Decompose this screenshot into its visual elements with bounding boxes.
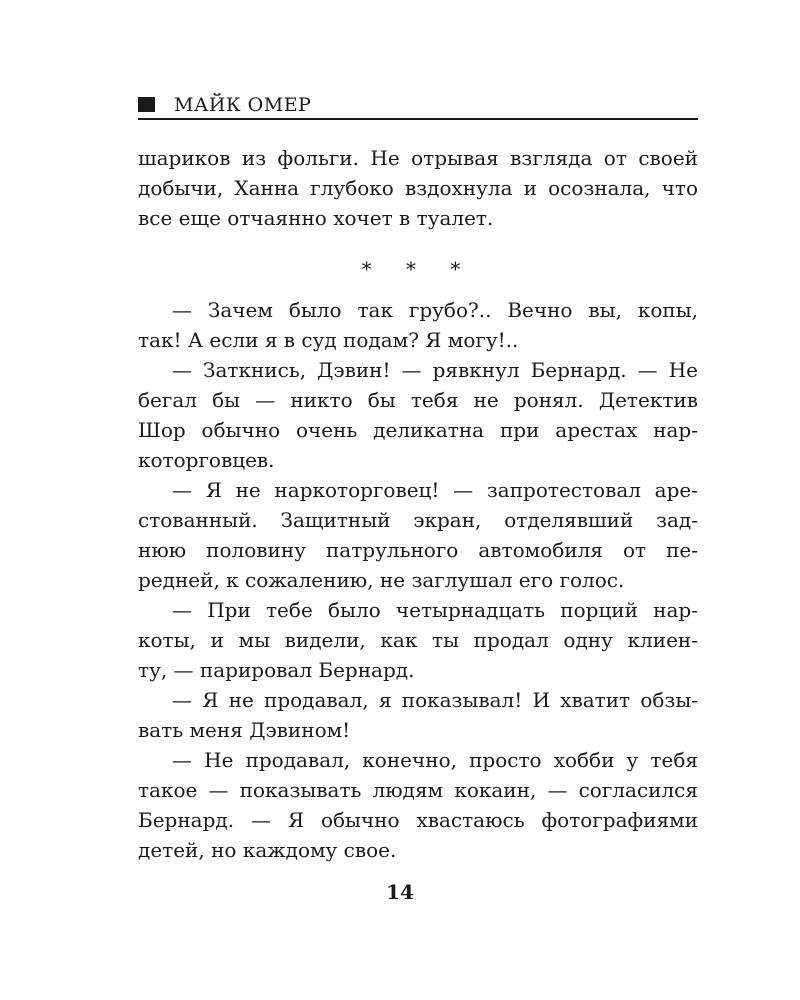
text-line: детей, но каждому свое.	[138, 838, 397, 862]
text-line: стованный. Защитный экран, отделявший зад-	[138, 508, 698, 532]
text-line: — Зачем было так грубо?.. Вечно вы, копы,	[172, 298, 698, 322]
text-line: коты, и мы видели, как ты продал одну клиен-	[138, 628, 698, 652]
text-line: Бернард. — Я обычно хвастаюсь фотографиями	[138, 808, 698, 832]
text-line: которговцев.	[138, 448, 275, 472]
header-square-mark	[138, 97, 155, 112]
text-line: шариков из фольги. Не отрывая взгляда от своей	[138, 146, 698, 170]
text-line: ту, — парировал Бернард.	[138, 658, 415, 682]
text-line: редней, к сожалению, не заглушал его голос.	[138, 568, 625, 592]
text-line: добычи, Ханна глубоко вздохнула и осознала, что	[138, 176, 698, 200]
dialog-section	[138, 295, 698, 865]
text-line: нюю половину патрульного автомобиля от пе-	[138, 538, 698, 562]
text-line: так! А если я в суд подам? Я могу!..	[138, 328, 519, 352]
page-number: 14	[386, 880, 414, 904]
text-line: такое — показывать людям кокаин, — согласился	[138, 778, 698, 802]
text-line: вать меня Дэвином!	[138, 718, 351, 742]
section-separator: * * *	[361, 257, 475, 281]
header-author: МАЙК ОМЕР	[174, 94, 312, 116]
text-line: — Я не наркоторговец! — запротестовал аре-	[172, 478, 698, 502]
text-line: — Я не продавал, я показывал! И хватит обзы-	[172, 688, 698, 712]
text-line: — Не продавал, конечно, просто хобби у тебя	[172, 748, 698, 772]
running-header	[138, 94, 698, 120]
text-line: — Заткнись, Дэвин! — рявкнул Бернард. — Не	[172, 358, 698, 382]
intro-paragraph	[138, 143, 698, 233]
text-line: — При тебе было четырнадцать порций нар-	[172, 598, 698, 622]
text-line: Шор обычно очень деликатна при арестах нар-	[138, 418, 698, 442]
text-line: бегал бы — никто бы тебя не ронял. Детектив	[138, 388, 698, 412]
text-line: все еще отчаянно хочет в туалет.	[138, 206, 494, 230]
